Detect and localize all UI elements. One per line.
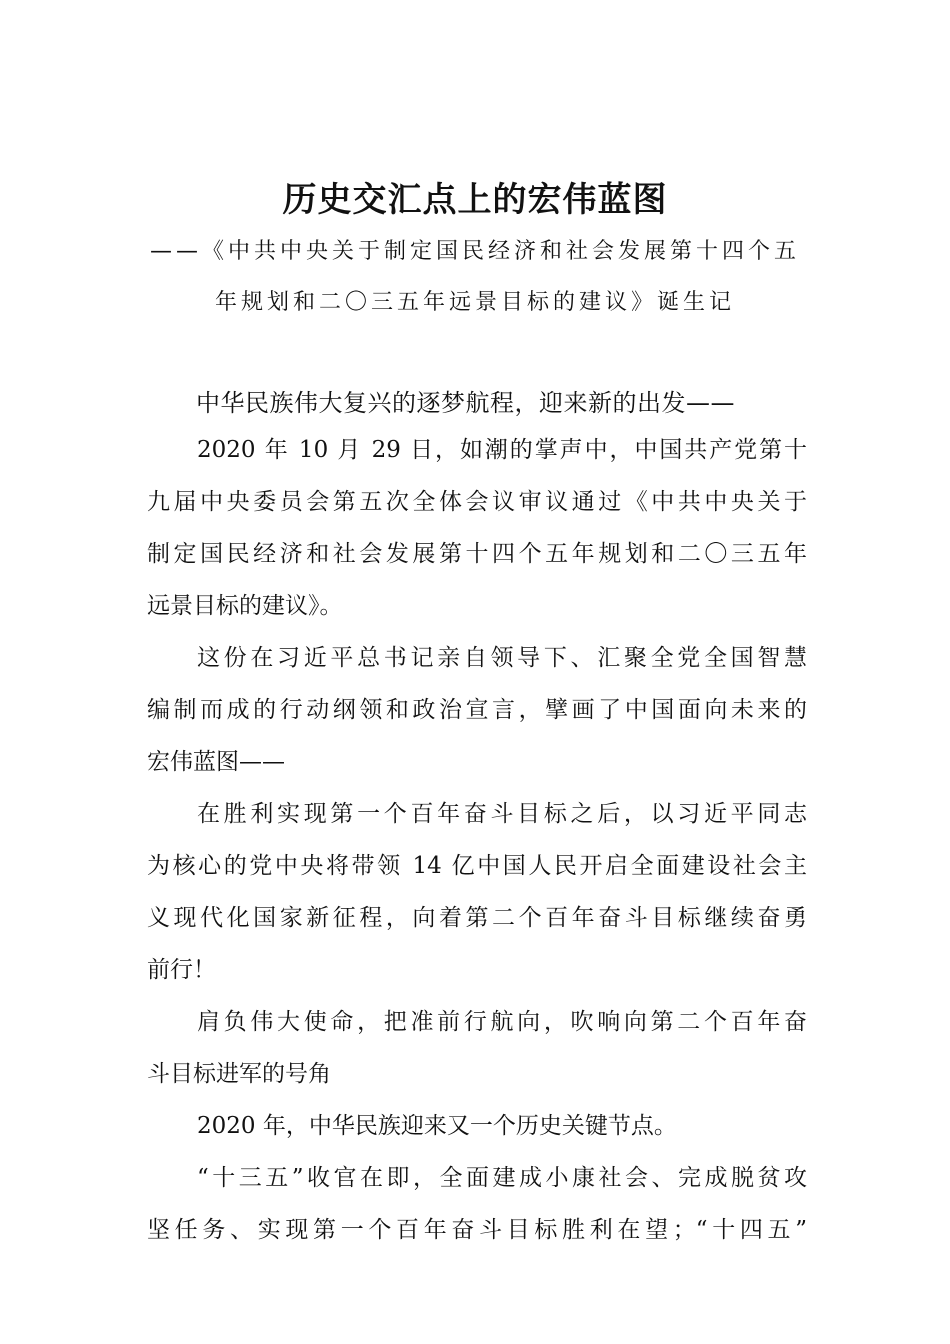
text-line: 宏伟蓝图—— xyxy=(147,749,285,775)
text-line: 为核心的党中央将带领 14 亿中国人民开启全面建设社会主 xyxy=(147,853,807,879)
text-line: “十三五”收官在即，全面建成小康社会、完成脱贫攻 xyxy=(197,1165,807,1191)
lead-paragraph: 中华民族伟大复兴的逐梦航程，迎来新的出发—— xyxy=(196,389,735,417)
subtitle-line-1: ——《中共中央关于制定国民经济和社会发展第十四个五 xyxy=(149,239,800,264)
text-line: 这份在习近平总书记亲自领导下、汇聚全党全国智慧 xyxy=(197,645,807,671)
document-title: 历史交汇点上的宏伟蓝图 xyxy=(282,180,668,220)
text-line: 九届中央委员会第五次全体会议审议通过《中共中央关于 xyxy=(147,489,807,515)
text-line: 肩负伟大使命，把准前行航向，吹响向第二个百年奋 xyxy=(197,1009,807,1035)
text-line: 远景目标的建议》。 xyxy=(147,593,343,619)
text-line: 编制而成的行动纲领和政治宣言，擘画了中国面向未来的 xyxy=(147,697,807,723)
text-line: 义现代化国家新征程，向着第二个百年奋斗目标继续奋勇 xyxy=(147,905,807,931)
text-line: 坚任务、实现第一个百年奋斗目标胜利在望；“十四五” xyxy=(147,1217,807,1243)
text-line: 前行！ xyxy=(147,957,216,983)
text-line: 2020 年 10 月 29 日，如潮的掌声中，中国共产党第十 xyxy=(197,437,807,463)
subtitle-line-2: 年规划和二〇三五年远景目标的建议》诞生记 xyxy=(214,290,735,315)
text-line: 斗目标进军的号角 xyxy=(147,1061,331,1087)
text-line: 2020 年，中华民族迎来又一个历史关键节点。 xyxy=(197,1113,677,1139)
text-line: 在胜利实现第一个百年奋斗目标之后，以习近平同志 xyxy=(197,801,807,827)
body-text xyxy=(147,424,807,1256)
text-line: 制定国民经济和社会发展第十四个五年规划和二〇三五年 xyxy=(147,541,807,567)
